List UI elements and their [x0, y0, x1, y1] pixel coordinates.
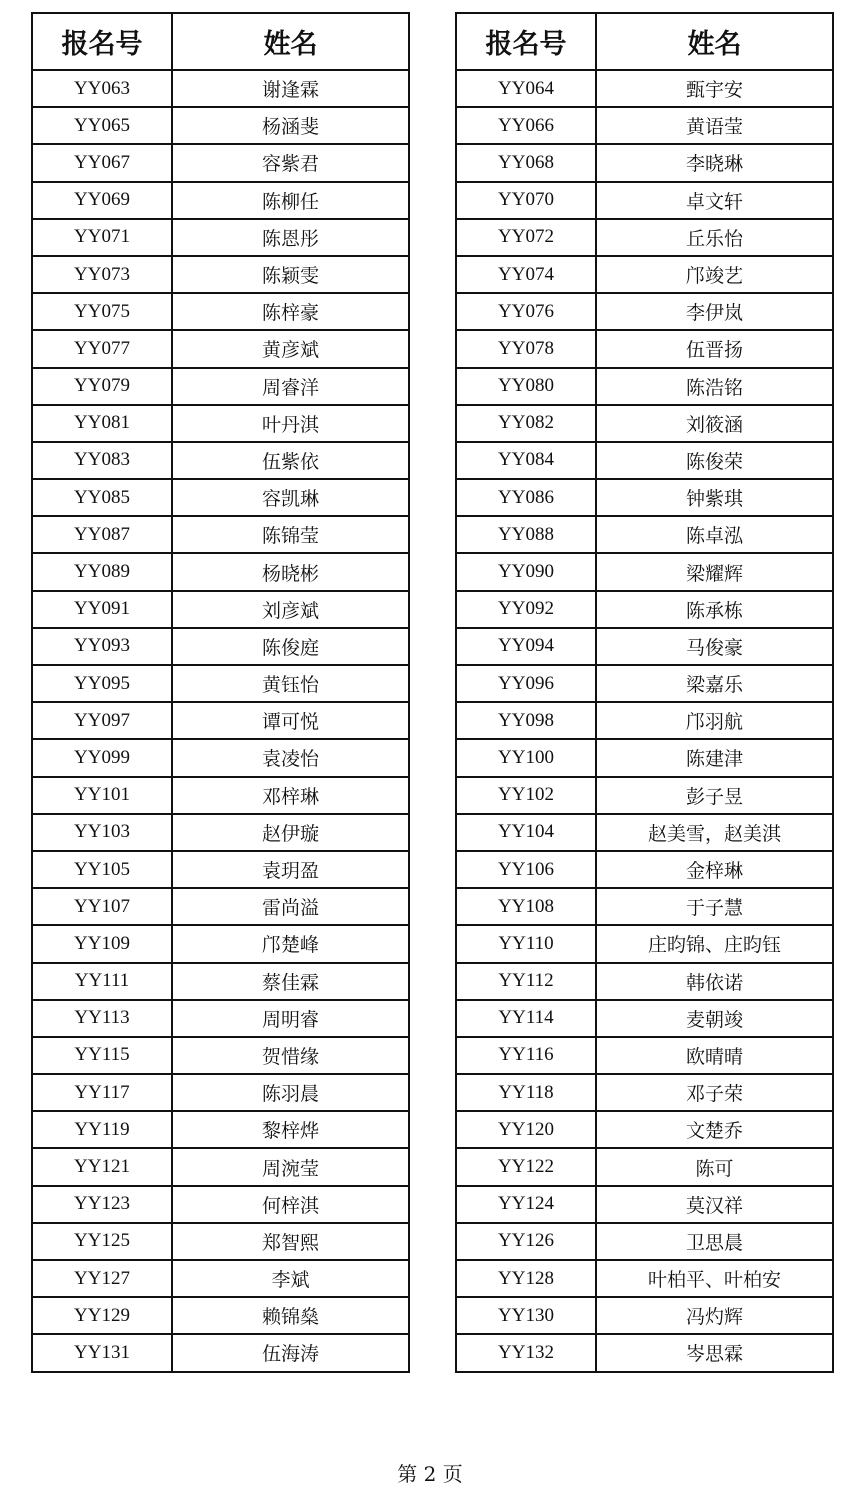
name-cell: 庄昀锦、庄昀钰	[596, 925, 833, 962]
registration-number-cell: YY125	[32, 1223, 172, 1260]
registration-number-cell: YY132	[456, 1334, 596, 1371]
table-row	[456, 1186, 833, 1223]
name-cell: 李伊岚	[596, 293, 833, 330]
name-cell: 伍晋扬	[596, 330, 833, 367]
registration-number-cell: YY113	[32, 1000, 172, 1037]
registration-number-cell: YY086	[456, 479, 596, 516]
name-cell: 陈俊庭	[172, 628, 409, 665]
table-row	[32, 1223, 409, 1260]
name-cell: 卓文轩	[596, 182, 833, 219]
registration-number-cell: YY064	[456, 70, 596, 107]
table-row	[32, 739, 409, 776]
registration-number-cell: YY083	[32, 442, 172, 479]
table-row	[32, 1297, 409, 1334]
name-cell: 黄钰怡	[172, 665, 409, 702]
registration-number-cell: YY087	[32, 516, 172, 553]
name-cell: 文楚乔	[596, 1111, 833, 1148]
registration-number-cell: YY101	[32, 777, 172, 814]
name-cell: 伍紫依	[172, 442, 409, 479]
registration-number-cell: YY090	[456, 553, 596, 590]
table-row	[456, 591, 833, 628]
registration-number-cell: YY067	[32, 144, 172, 181]
registration-number-cell: YY073	[32, 256, 172, 293]
name-cell: 赖锦燊	[172, 1297, 409, 1334]
name-cell: 丘乐怡	[596, 219, 833, 256]
registration-number-cell: YY081	[32, 405, 172, 442]
name-cell: 陈卓泓	[596, 516, 833, 553]
registration-number-cell: YY070	[456, 182, 596, 219]
table-row	[32, 479, 409, 516]
name-cell: 雷尚溢	[172, 888, 409, 925]
header-row	[456, 13, 833, 70]
table-row	[32, 293, 409, 330]
registration-number-cell: YY120	[456, 1111, 596, 1148]
name-cell: 容紫君	[172, 144, 409, 181]
registration-number-cell: YY102	[456, 777, 596, 814]
registration-number-cell: YY071	[32, 219, 172, 256]
name-cell: 金梓琳	[596, 851, 833, 888]
table-row	[456, 925, 833, 962]
table-row	[32, 777, 409, 814]
registration-number-cell: YY112	[456, 963, 596, 1000]
header-registration-number: 报名号	[32, 13, 172, 70]
name-cell: 陈羽晨	[172, 1074, 409, 1111]
name-cell: 欧晴晴	[596, 1037, 833, 1074]
registration-number-cell: YY116	[456, 1037, 596, 1074]
name-cell: 陈锦莹	[172, 516, 409, 553]
registration-number-cell: YY084	[456, 442, 596, 479]
registration-number-cell: YY079	[32, 368, 172, 405]
table-row	[456, 219, 833, 256]
table-row	[32, 1037, 409, 1074]
registration-number-cell: YY063	[32, 70, 172, 107]
name-cell: 黄语莹	[596, 107, 833, 144]
table-row	[32, 1111, 409, 1148]
table-row	[32, 1334, 409, 1371]
registration-number-cell: YY115	[32, 1037, 172, 1074]
name-cell: 贺惜缘	[172, 1037, 409, 1074]
name-cell: 谢逢霖	[172, 70, 409, 107]
registration-number-cell: YY077	[32, 330, 172, 367]
name-cell: 袁凌怡	[172, 739, 409, 776]
table-row	[456, 405, 833, 442]
table-row	[456, 1334, 833, 1371]
name-cell: 岑思霖	[596, 1334, 833, 1371]
table-row	[456, 888, 833, 925]
name-cell: 钟紫琪	[596, 479, 833, 516]
header-name: 姓名	[172, 13, 409, 70]
table-row	[456, 553, 833, 590]
table-row	[456, 1260, 833, 1297]
registration-number-cell: YY093	[32, 628, 172, 665]
registration-number-cell: YY072	[456, 219, 596, 256]
table-row	[456, 665, 833, 702]
registration-number-cell: YY130	[456, 1297, 596, 1334]
table-row	[32, 256, 409, 293]
name-cell: 于子慧	[596, 888, 833, 925]
table-row	[456, 1297, 833, 1334]
name-cell: 邓子荣	[596, 1074, 833, 1111]
table-row	[32, 330, 409, 367]
name-cell: 梁嘉乐	[596, 665, 833, 702]
table-row	[456, 739, 833, 776]
name-cell: 何梓淇	[172, 1186, 409, 1223]
table-row	[456, 330, 833, 367]
name-cell: 李晓琳	[596, 144, 833, 181]
name-cell: 马俊豪	[596, 628, 833, 665]
table-row	[456, 516, 833, 553]
registration-number-cell: YY105	[32, 851, 172, 888]
table-row	[32, 814, 409, 851]
name-cell: 陈颖雯	[172, 256, 409, 293]
registration-table-right	[455, 12, 834, 1373]
registration-number-cell: YY117	[32, 1074, 172, 1111]
name-cell: 卫思晨	[596, 1223, 833, 1260]
registration-number-cell: YY078	[456, 330, 596, 367]
registration-number-cell: YY074	[456, 256, 596, 293]
name-cell: 邝竣艺	[596, 256, 833, 293]
registration-number-cell: YY082	[456, 405, 596, 442]
name-cell: 叶柏平、叶柏安	[596, 1260, 833, 1297]
registration-number-cell: YY065	[32, 107, 172, 144]
name-cell: 陈柳任	[172, 182, 409, 219]
registration-number-cell: YY098	[456, 702, 596, 739]
table-row	[32, 628, 409, 665]
table-row	[32, 702, 409, 739]
table-row	[32, 888, 409, 925]
name-cell: 彭子昱	[596, 777, 833, 814]
table-row	[456, 702, 833, 739]
name-cell: 陈建津	[596, 739, 833, 776]
name-cell: 蔡佳霖	[172, 963, 409, 1000]
table-row	[32, 1148, 409, 1185]
name-cell: 莫汉祥	[596, 1186, 833, 1223]
registration-number-cell: YY131	[32, 1334, 172, 1371]
name-cell: 邝楚峰	[172, 925, 409, 962]
header-row	[32, 13, 409, 70]
table-row	[456, 628, 833, 665]
name-cell: 陈浩铭	[596, 368, 833, 405]
table-row	[456, 1111, 833, 1148]
name-cell: 赵伊璇	[172, 814, 409, 851]
table-row	[456, 70, 833, 107]
table-row	[456, 814, 833, 851]
name-cell: 赵美雪，赵美淇	[596, 814, 833, 851]
name-cell: 陈梓豪	[172, 293, 409, 330]
registration-number-cell: YY066	[456, 107, 596, 144]
registration-number-cell: YY080	[456, 368, 596, 405]
table-row	[456, 256, 833, 293]
table-row	[32, 1186, 409, 1223]
table-row	[32, 963, 409, 1000]
registration-number-cell: YY068	[456, 144, 596, 181]
name-cell: 冯灼辉	[596, 1297, 833, 1334]
table-row	[456, 479, 833, 516]
registration-table-left	[31, 12, 410, 1373]
registration-number-cell: YY106	[456, 851, 596, 888]
name-cell: 杨涵斐	[172, 107, 409, 144]
registration-number-cell: YY088	[456, 516, 596, 553]
table-row	[456, 851, 833, 888]
registration-number-cell: YY108	[456, 888, 596, 925]
name-cell: 谭可悦	[172, 702, 409, 739]
table-row	[32, 851, 409, 888]
registration-number-cell: YY089	[32, 553, 172, 590]
registration-number-cell: YY075	[32, 293, 172, 330]
table-row	[32, 219, 409, 256]
table-row	[456, 1000, 833, 1037]
registration-number-cell: YY085	[32, 479, 172, 516]
table-row	[456, 182, 833, 219]
name-cell: 陈恩彤	[172, 219, 409, 256]
table-row	[456, 1037, 833, 1074]
registration-number-cell: YY069	[32, 182, 172, 219]
registration-number-cell: YY124	[456, 1186, 596, 1223]
table-row	[456, 963, 833, 1000]
registration-number-cell: YY097	[32, 702, 172, 739]
name-cell: 袁玥盈	[172, 851, 409, 888]
name-cell: 刘筱涵	[596, 405, 833, 442]
table-row	[456, 107, 833, 144]
table-row	[32, 925, 409, 962]
table-row	[456, 368, 833, 405]
header-name: 姓名	[596, 13, 833, 70]
table-row	[456, 1223, 833, 1260]
registration-number-cell: YY110	[456, 925, 596, 962]
table-row	[32, 182, 409, 219]
name-cell: 韩依诺	[596, 963, 833, 1000]
registration-number-cell: YY118	[456, 1074, 596, 1111]
name-cell: 容凯琳	[172, 479, 409, 516]
registration-number-cell: YY092	[456, 591, 596, 628]
registration-number-cell: YY103	[32, 814, 172, 851]
registration-number-cell: YY091	[32, 591, 172, 628]
table-row	[32, 665, 409, 702]
table-row	[456, 293, 833, 330]
table-row	[32, 107, 409, 144]
name-cell: 刘彦斌	[172, 591, 409, 628]
registration-number-cell: YY104	[456, 814, 596, 851]
registration-number-cell: YY100	[456, 739, 596, 776]
name-cell: 周睿洋	[172, 368, 409, 405]
registration-number-cell: YY122	[456, 1148, 596, 1185]
table-row	[32, 442, 409, 479]
page-number: 第 2 页	[397, 1462, 463, 1486]
registration-number-cell: YY121	[32, 1148, 172, 1185]
name-cell: 黄彦斌	[172, 330, 409, 367]
name-cell: 李斌	[172, 1260, 409, 1297]
registration-number-cell: YY107	[32, 888, 172, 925]
table-row	[456, 144, 833, 181]
name-cell: 陈承栋	[596, 591, 833, 628]
table-row	[32, 405, 409, 442]
name-cell: 陈可	[596, 1148, 833, 1185]
registration-number-cell: YY095	[32, 665, 172, 702]
name-cell: 黎梓烨	[172, 1111, 409, 1148]
name-cell: 邓梓琳	[172, 777, 409, 814]
registration-number-cell: YY128	[456, 1260, 596, 1297]
registration-number-cell: YY076	[456, 293, 596, 330]
name-cell: 郑智熙	[172, 1223, 409, 1260]
name-cell: 甄宇安	[596, 70, 833, 107]
table-row	[32, 70, 409, 107]
table-row	[456, 777, 833, 814]
table-row	[32, 1074, 409, 1111]
table-row	[32, 1260, 409, 1297]
name-cell: 周明睿	[172, 1000, 409, 1037]
registration-number-cell: YY111	[32, 963, 172, 1000]
table-row	[456, 442, 833, 479]
registration-number-cell: YY126	[456, 1223, 596, 1260]
registration-number-cell: YY096	[456, 665, 596, 702]
table-row	[32, 591, 409, 628]
registration-number-cell: YY099	[32, 739, 172, 776]
registration-number-cell: YY114	[456, 1000, 596, 1037]
name-cell: 邝羽航	[596, 702, 833, 739]
registration-number-cell: YY127	[32, 1260, 172, 1297]
registration-number-cell: YY119	[32, 1111, 172, 1148]
table-row	[32, 368, 409, 405]
name-cell: 麦朝竣	[596, 1000, 833, 1037]
registration-number-cell: YY109	[32, 925, 172, 962]
table-row	[32, 144, 409, 181]
registration-number-cell: YY129	[32, 1297, 172, 1334]
table-row	[32, 553, 409, 590]
name-cell: 周涴莹	[172, 1148, 409, 1185]
name-cell: 伍海涛	[172, 1334, 409, 1371]
name-cell: 杨晓彬	[172, 553, 409, 590]
table-row	[32, 1000, 409, 1037]
name-cell: 陈俊荣	[596, 442, 833, 479]
header-registration-number: 报名号	[456, 13, 596, 70]
table-row	[456, 1148, 833, 1185]
name-cell: 梁耀辉	[596, 553, 833, 590]
table-row	[32, 516, 409, 553]
table-row	[456, 1074, 833, 1111]
name-cell: 叶丹淇	[172, 405, 409, 442]
registration-number-cell: YY123	[32, 1186, 172, 1223]
registration-number-cell: YY094	[456, 628, 596, 665]
